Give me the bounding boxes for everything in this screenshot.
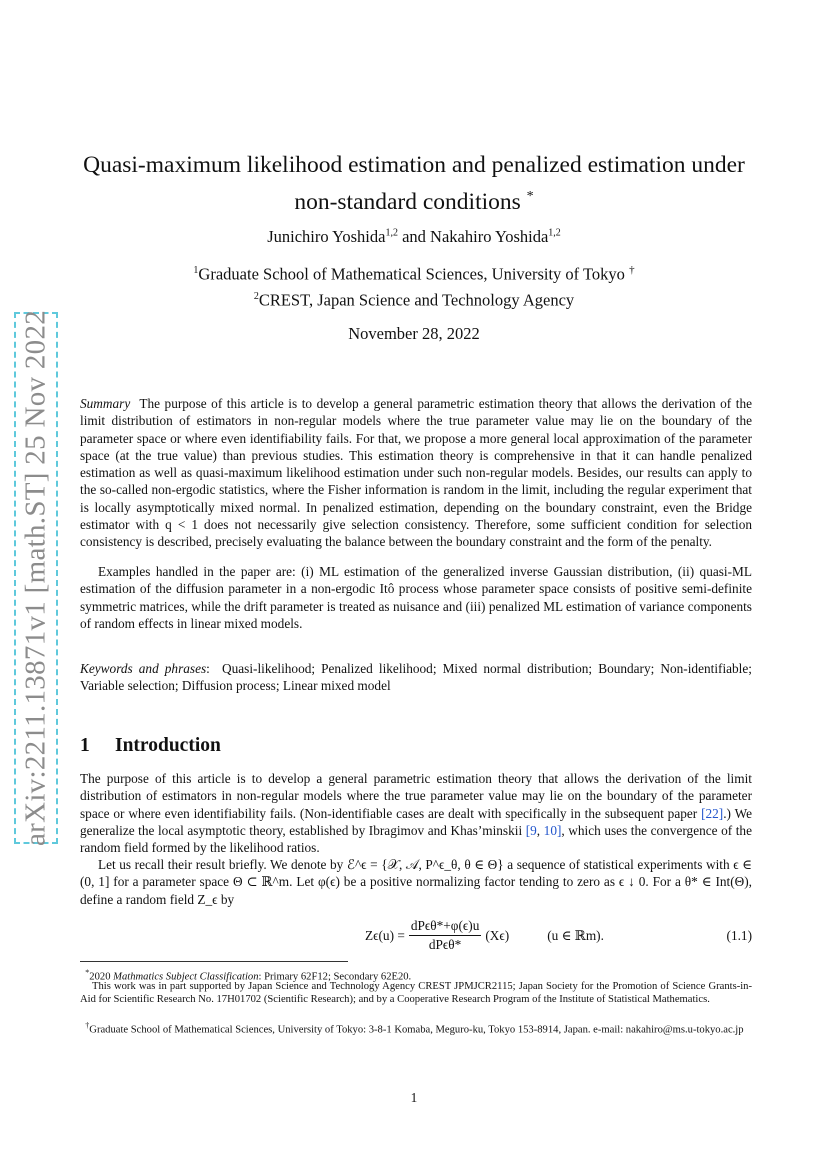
footnote-1: *2020 Mathmatics Subject Classification: Primary 62F12; Secondary 62E20. bbox=[85, 968, 412, 983]
equation-numerator: dPϵθ*+φ(ϵ)u bbox=[409, 918, 482, 936]
paper-title bbox=[60, 150, 768, 218]
affiliation-2: $^2$CREST, Japan Science and Technology Agency bbox=[253, 290, 575, 309]
title-line-2: non-standard conditions * bbox=[294, 188, 534, 215]
author-1-affiliation: 1,2 bbox=[385, 227, 398, 239]
equation-label: (1.1) bbox=[726, 928, 752, 943]
paper-date: November 28, 2022 bbox=[348, 324, 480, 343]
equation-argument: (Xϵ) bbox=[485, 927, 510, 943]
author-1: Junichiro Yoshida bbox=[267, 227, 386, 246]
keywords-label: Keywords and phrases bbox=[80, 661, 207, 676]
citation-9[interactable]: [9 bbox=[525, 822, 537, 838]
summary-text: The purpose of this article is to develop a general parametric estimation theory that allows the derivation of the limit distribution of estimators in non-regular models where the true parameter value may lie on the boundary of the parameter space or where even identifiability fails. For that, we propose a more general local approximation of the parameter space (at the true value) than previous studies. This estimation theory is comprehensive in that it can handle penalized estimation as well as quasi-maximum likelihood estimation under such non-regular models. Besides, our results can apply to the so-called non-ergodic statistics, where the Fisher information is random in the limit, including the regular experiment that is locally asymptotically mixed normal. In penalized estimation, depending on the boundary constraint, even the Bridge estimator with q < 1 does not necessarily give selection consistency. Therefore, some sufficient condition for selection consistency is described, precisely evaluating the balance between the boundary constraint and the form of the penalty. bbox=[80, 396, 752, 550]
affiliation-1: $^1$Graduate School of Mathematical Sciences, University of Tokyo † bbox=[193, 264, 635, 284]
section-heading bbox=[80, 735, 221, 757]
footnote-2: †Graduate School of Mathematical Sciences, University of Tokyo: 3-8-1 Komaba, Meguro-ku, Tokyo 153-8914, Japan. e-mail: nakahiro@ms.u-tokyo.ac.jp bbox=[85, 1021, 744, 1036]
author-conjunction: and bbox=[402, 227, 426, 246]
author-2: Nakahiro Yoshida bbox=[430, 227, 549, 246]
title-footnote-mark[interactable]: * bbox=[526, 189, 534, 204]
title-line-1: Quasi-maximum likelihood estimation and penalized estimation under bbox=[83, 152, 745, 178]
keywords-paragraph: Keywords and phrases: Quasi-likelihood; Penalized likelihood; Mixed normal distribution; Boundary; Non-identifiable; Variable selection; Diffusion process; Linear mixed model bbox=[80, 661, 752, 694]
footnote-rule bbox=[80, 961, 348, 962]
summary-paragraph bbox=[80, 395, 752, 551]
intro-paragraph-2: Let us recall their result briefly. We denote by ℰ^ϵ = {𝒳, 𝒜, P^ϵ_θ, θ ∈ Θ} a sequence of statistical experiments with ϵ ∈ (0, 1] for a parameter space Θ ⊂ ℝ^m. Let φ(ϵ) be a positive normalizing factor tending to zero as ϵ ↓ 0. For a θ* ∈ Int(Θ), define a random field Z_ϵ by bbox=[80, 857, 752, 907]
equation-1-1 bbox=[80, 918, 752, 958]
equation-denominator: dPϵθ* bbox=[428, 937, 462, 952]
author-list bbox=[60, 227, 768, 247]
examples-paragraph: Examples handled in the paper are: (i) ML estimation of the generalized inverse Gaussian distribution, (ii) quasi-ML estimation of the diffusion parameter in a non-ergodic Itô process whose parameter space consists of positive semi-definite symmetric matrices, while the drift parameter is treated as nuisance and (iii) penalized ML estimation of variance components of random effects in linear mixed models. bbox=[80, 564, 752, 631]
equation-condition: (u ∈ ℝm). bbox=[547, 927, 604, 943]
affiliations bbox=[60, 259, 768, 311]
summary-label: Summary bbox=[80, 396, 131, 411]
arxiv-identifier: arXiv:2211.13871v1 [math.ST] 25 Nov 2022 bbox=[19, 309, 52, 847]
affiliation-footnote-mark[interactable]: † bbox=[629, 264, 635, 276]
intro-paragraph-1: The purpose of this article is to develop a general parametric estimation theory that allows the derivation of the limit distribution of estimators in non-regular models where the true parameter value may lie on the boundary of the parameter space or where even identifiability fails. (Non-identifiable cases are dealt with specifically in the subsequent paper [22].) We generalize the local asymptotic theory, established by Ibragimov and Khas’minskii [9, 10], which uses the convergence of the random field formed by the likelihood ratios. bbox=[80, 771, 752, 856]
keywords-text: Quasi-likelihood; Penalized likelihood; Mixed normal distribution; Boundary; Non-identifiable; Variable selection; Diffusion process; Linear mixed model bbox=[80, 661, 752, 694]
footnote-support: This work was in part supported by Japan Science and Technology Agency CREST JPMJCR2115; Japan Society for the Promotion of Science Grants-in-Aid for Scientific Research No. 17H01702 (Scientific Research); and by a Cooperative Research Program of the Institute of Statistical Mathematics. bbox=[80, 981, 752, 1006]
section-title: Introduction bbox=[115, 735, 221, 756]
page-number: 1 bbox=[410, 1090, 418, 1105]
author-2-affiliation: 1,2 bbox=[548, 227, 561, 239]
equation-lhs: Zϵ(u) = bbox=[365, 927, 405, 943]
citation-10[interactable]: 10] bbox=[543, 822, 562, 838]
equation-fraction bbox=[409, 918, 482, 953]
citation-22[interactable]: [22] bbox=[701, 805, 724, 821]
equation-body bbox=[365, 918, 604, 953]
section-number: 1 bbox=[80, 735, 90, 756]
